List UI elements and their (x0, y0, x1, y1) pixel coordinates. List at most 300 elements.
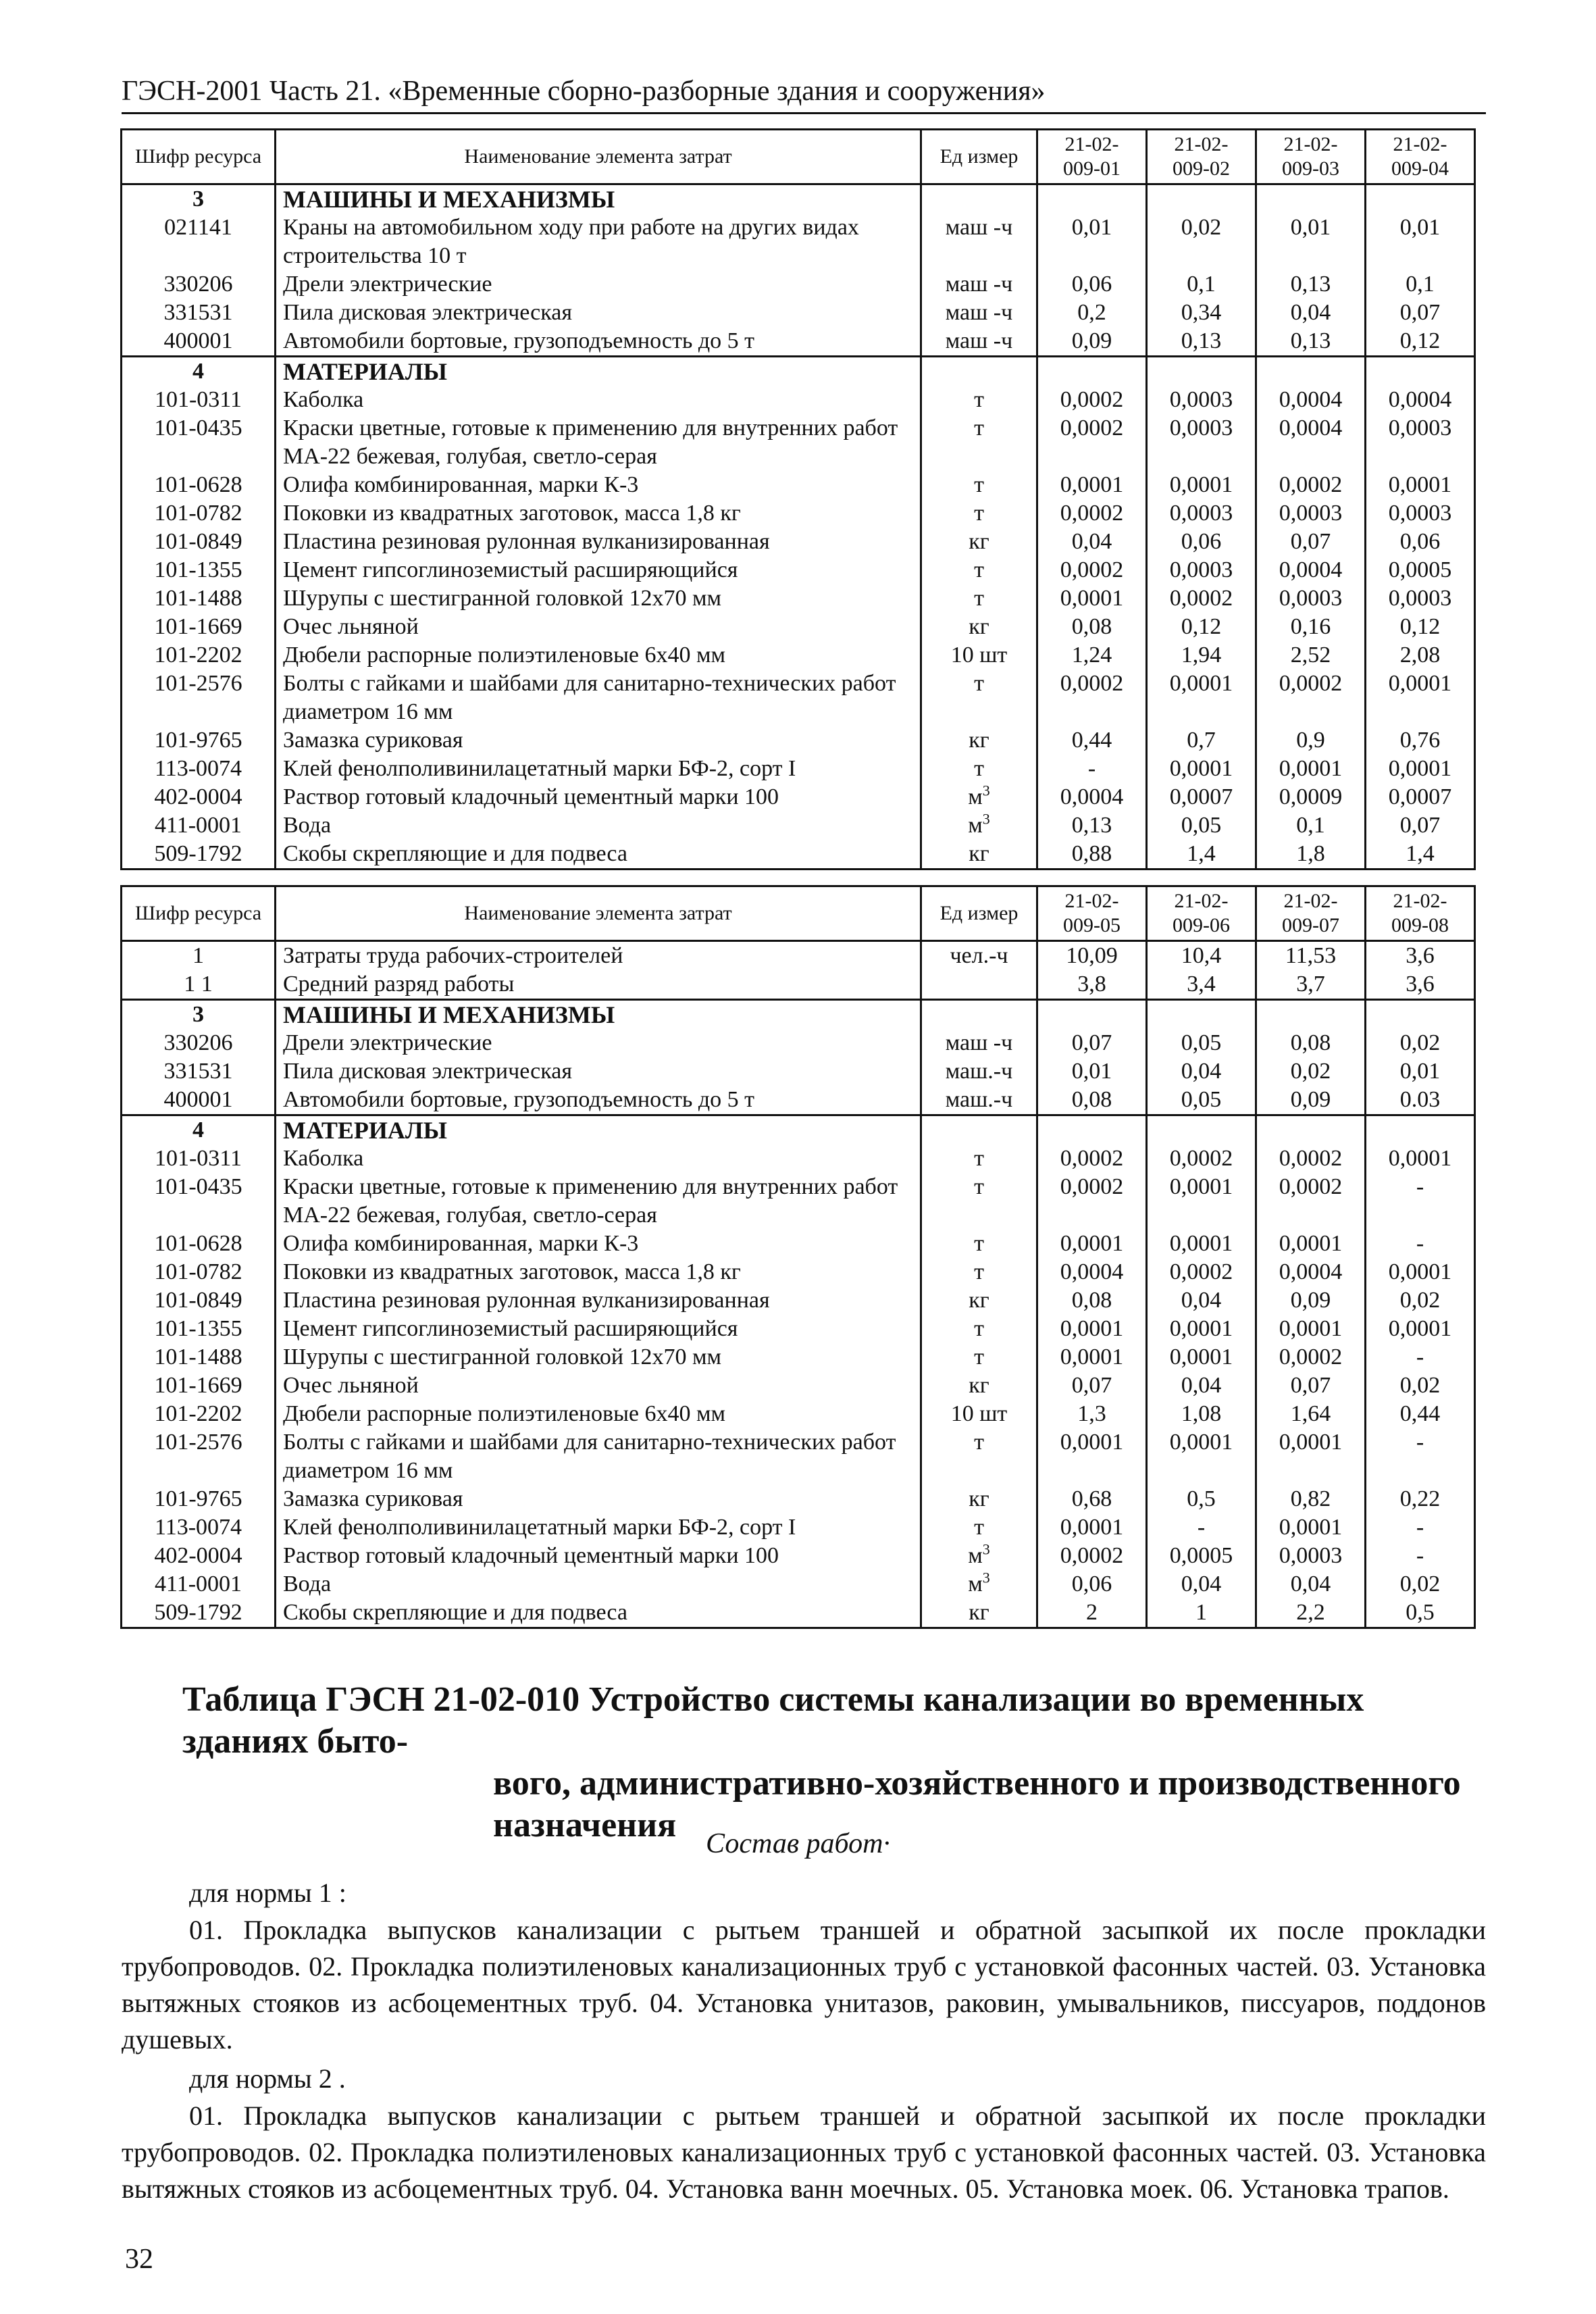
resource-code: 101-1355 (122, 556, 276, 584)
resource-unit (921, 184, 1037, 214)
resource-unit (921, 1599, 1037, 1628)
value-col-3: 0,13 (1256, 270, 1366, 299)
value-col-2: 0,0001 (1147, 1428, 1256, 1485)
value-col-1 (1037, 1000, 1147, 1030)
table-row (122, 1599, 1475, 1628)
resource-code: 3 (122, 1000, 276, 1030)
value-col-3: 0,02 (1256, 1057, 1366, 1086)
resource-code: 101-2202 (122, 1400, 276, 1428)
resource-code: 4 (122, 357, 276, 386)
resource-code: 101-2202 (122, 641, 276, 670)
resource-unit (921, 726, 1037, 755)
value-col-2: 0,04 (1147, 1570, 1256, 1599)
unit-text: т (974, 387, 984, 412)
value-col-1: 0,06 (1037, 270, 1147, 299)
resource-name: Клей фенолполивинилацетатный марки БФ-2, сорт I (276, 755, 921, 783)
value-col-3: 11,53 (1256, 941, 1366, 971)
value-col-2: 0,02 (1147, 213, 1256, 270)
value-col-3: 0,04 (1256, 1570, 1366, 1599)
value-col-3: 0,0002 (1256, 1173, 1366, 1230)
value-col-3: 0,09 (1256, 1086, 1366, 1115)
table-row (122, 499, 1475, 528)
value-col-2: 1 (1147, 1599, 1256, 1628)
resource-code: 400001 (122, 327, 276, 357)
resource-unit (921, 1400, 1037, 1428)
norm-2-text: 01. Прокладка выпусков канализации с рытьем траншей и обратной засыпкой их после прокладки трубопроводов. 02. Прокладка полиэтиленовых канализационных труб с установкой фасонных частей. 03. Установка вытяжных стояков из асбоцементных труб. 04. Установка ванн моечных. 05. Установка моек. 06. Установка трапов. (122, 2101, 1486, 2204)
resource-unit (921, 811, 1037, 840)
value-col-3: 0,0004 (1256, 386, 1366, 414)
resource-unit (921, 840, 1037, 870)
unit-text: м (968, 813, 983, 838)
resource-code: 101-1355 (122, 1315, 276, 1343)
value-col-4: - (1366, 1173, 1475, 1230)
table-title-line-2: вого, административно-хозяйственного и производственного (493, 1764, 1461, 1803)
unit-text: т (974, 1344, 984, 1369)
resource-unit (921, 613, 1037, 641)
value-col-1: 0,0002 (1037, 386, 1147, 414)
table-row (122, 270, 1475, 299)
resource-name: Краски цветные, готовые к применению для внутренних работ МА-22 бежевая, голубая, светло-серая (276, 414, 921, 471)
resource-code: 101-1669 (122, 613, 276, 641)
resource-unit (921, 1485, 1037, 1513)
header-code: Шифр ресурса (122, 886, 276, 941)
value-col-2: 0,7 (1147, 726, 1256, 755)
value-col-2 (1147, 184, 1256, 214)
value-col-3: 0,0001 (1256, 755, 1366, 783)
resource-unit (921, 1145, 1037, 1173)
value-col-3: 0,0003 (1256, 1542, 1366, 1570)
value-col-1: 0,0002 (1037, 556, 1147, 584)
table-row (122, 1173, 1475, 1230)
value-col-2: 0,0001 (1147, 755, 1256, 783)
value-col-4: 0,5 (1366, 1599, 1475, 1628)
resource-table-2 (120, 885, 1476, 1629)
value-col-4: 0,12 (1366, 613, 1475, 641)
table-row (122, 811, 1475, 840)
value-col-1: 0,08 (1037, 1286, 1147, 1315)
value-col-1: 0,13 (1037, 811, 1147, 840)
table-row (122, 471, 1475, 499)
value-col-4: 0,0003 (1366, 499, 1475, 528)
unit-text: чел.-ч (950, 943, 1008, 968)
value-col-1: 0,0002 (1037, 670, 1147, 726)
value-col-2: 0,0003 (1147, 499, 1256, 528)
unit-text: маш -ч (945, 1030, 1013, 1055)
unit-text: т (974, 1259, 984, 1284)
value-col-3: 0,09 (1256, 1286, 1366, 1315)
value-col-2: 0,0007 (1147, 783, 1256, 811)
resource-name: Болты с гайками и шайбами для санитарно-технических работ диаметром 16 мм (276, 1428, 921, 1485)
table-row (122, 386, 1475, 414)
value-col-3: 0,08 (1256, 1029, 1366, 1057)
resource-code: 402-0004 (122, 783, 276, 811)
value-col-3: 0,16 (1256, 613, 1366, 641)
resource-unit (921, 1258, 1037, 1286)
unit-text: т (974, 501, 984, 526)
resource-name: Вода (276, 1570, 921, 1599)
table-row (122, 1286, 1475, 1315)
resource-name: Краны на автомобильном ходу при работе на других видах строительства 10 т (276, 213, 921, 270)
resource-unit (921, 1115, 1037, 1145)
value-col-2: 0,05 (1147, 1029, 1256, 1057)
unit-text: т (974, 557, 984, 582)
table-header-row (122, 130, 1475, 184)
table-row (122, 1057, 1475, 1086)
norm-1-text: 01. Прокладка выпусков канализации с рытьем траншей и обратной засыпкой их после прокладки трубопроводов. 02. Прокладка полиэтиленовых канализационных труб с установкой фасонных частей. 03. Установка вытяжных стояков из асбоцементных труб. 04. Установка унитазов, раковин, умывальников, писсуаров, поддонов душевых. (122, 1915, 1486, 2055)
value-col-4: 0,0001 (1366, 670, 1475, 726)
resource-unit (921, 584, 1037, 613)
table-row (122, 1086, 1475, 1115)
table-row (122, 1372, 1475, 1400)
table-row (122, 1343, 1475, 1372)
table-row (122, 1570, 1475, 1599)
value-col-3 (1256, 357, 1366, 386)
resource-name: Вода (276, 811, 921, 840)
value-col-1: 0,0001 (1037, 1428, 1147, 1485)
resource-unit (921, 641, 1037, 670)
value-col-1: 0,0001 (1037, 1343, 1147, 1372)
value-col-2: 0,06 (1147, 528, 1256, 556)
table-row (122, 1145, 1475, 1173)
value-col-4: 0,0001 (1366, 755, 1475, 783)
value-col-3: 0,0001 (1256, 1230, 1366, 1258)
resource-name: Замазка суриковая (276, 1485, 921, 1513)
value-col-1: 0,0002 (1037, 1145, 1147, 1173)
resource-code: 101-0435 (122, 414, 276, 471)
value-col-2: 1,4 (1147, 840, 1256, 870)
resource-name: Цемент гипсоглиноземистый расширяющийся (276, 1315, 921, 1343)
value-col-3: 0,0004 (1256, 556, 1366, 584)
value-col-2: 10,4 (1147, 941, 1256, 971)
value-col-2: 0,04 (1147, 1372, 1256, 1400)
table-row (122, 613, 1475, 641)
value-col-1: 0,07 (1037, 1372, 1147, 1400)
resource-code: 101-0628 (122, 1230, 276, 1258)
value-col-2: 0,04 (1147, 1057, 1256, 1086)
norm-1-label: для нормы 1 : (189, 1878, 346, 1908)
resource-name: Пластина резиновая рулонная вулканизированная (276, 1286, 921, 1315)
value-col-4: - (1366, 1230, 1475, 1258)
unit-text: т (974, 756, 984, 781)
resource-table-1 (120, 128, 1476, 870)
resource-unit (921, 755, 1037, 783)
resource-code: 411-0001 (122, 1570, 276, 1599)
value-col-3: 0,1 (1256, 811, 1366, 840)
value-col-4: 0,02 (1366, 1029, 1475, 1057)
section-row (122, 1115, 1475, 1145)
value-col-1: 0,68 (1037, 1485, 1147, 1513)
resource-code: 331531 (122, 1057, 276, 1086)
resource-code: 101-0849 (122, 1286, 276, 1315)
resource-code: 101-9765 (122, 726, 276, 755)
header-unit: Ед измер (921, 886, 1037, 941)
resource-code: 101-0311 (122, 1145, 276, 1173)
header-col-7: 21-02- 009-07 (1256, 886, 1366, 941)
resource-unit (921, 499, 1037, 528)
composition-title: Состав работ· (706, 1828, 890, 1859)
value-col-1: 0,0001 (1037, 584, 1147, 613)
value-col-3: 0,01 (1256, 213, 1366, 270)
value-col-2: 0,1 (1147, 270, 1256, 299)
value-col-2: 0,0001 (1147, 1173, 1256, 1230)
unit-text: маш -ч (945, 272, 1013, 297)
table-row (122, 1485, 1475, 1513)
value-col-3 (1256, 1115, 1366, 1145)
value-col-1: 0,06 (1037, 1570, 1147, 1599)
header-code: Шифр ресурса (122, 130, 276, 184)
table-row (122, 970, 1475, 1000)
resource-code: 101-0849 (122, 528, 276, 556)
value-col-4: 0,01 (1366, 1057, 1475, 1086)
value-col-1: 0,0002 (1037, 414, 1147, 471)
unit-text: маш -ч (945, 328, 1013, 353)
value-col-1: 2 (1037, 1599, 1147, 1628)
table-row (122, 941, 1475, 971)
value-col-4: 0,02 (1366, 1570, 1475, 1599)
table-title-line-3: назначения (493, 1806, 677, 1844)
resource-name: Дюбели распорные полиэтиленовые 6х40 мм (276, 641, 921, 670)
unit-text: 10 шт (950, 1401, 1008, 1426)
value-col-3: 0,9 (1256, 726, 1366, 755)
resource-unit (921, 327, 1037, 357)
header-unit: Ед измер (921, 130, 1037, 184)
value-col-2: 0,0001 (1147, 1230, 1256, 1258)
resource-name: Шурупы с шестигранной головкой 12х70 мм (276, 1343, 921, 1372)
resource-name: Болты с гайками и шайбами для санитарно-технических работ диаметром 16 мм (276, 670, 921, 726)
value-col-1: 0,2 (1037, 299, 1147, 327)
resource-name: МАТЕРИАЛЫ (276, 1115, 921, 1145)
value-col-3: 1,8 (1256, 840, 1366, 870)
value-col-2: 0,0002 (1147, 1145, 1256, 1173)
resource-unit (921, 1086, 1037, 1115)
value-col-3: 2,52 (1256, 641, 1366, 670)
value-col-4: 0,76 (1366, 726, 1475, 755)
section-row (122, 1000, 1475, 1030)
table-row (122, 1428, 1475, 1485)
resource-name: МАТЕРИАЛЫ (276, 357, 921, 386)
unit-text: т (974, 1515, 984, 1540)
value-col-3: 0,0004 (1256, 414, 1366, 471)
resource-code: 1 1 (122, 970, 276, 1000)
resource-unit (921, 1372, 1037, 1400)
value-col-2: 1,94 (1147, 641, 1256, 670)
value-col-2 (1147, 1000, 1256, 1030)
value-col-4: 0,0001 (1366, 471, 1475, 499)
unit-text: т (974, 586, 984, 611)
value-col-1: 0,01 (1037, 213, 1147, 270)
value-col-2: 0,13 (1147, 327, 1256, 357)
table-row (122, 726, 1475, 755)
header-name: Наименование элемента затрат (276, 130, 921, 184)
resource-unit (921, 471, 1037, 499)
value-col-2: 3,4 (1147, 970, 1256, 1000)
resource-unit (921, 270, 1037, 299)
resource-unit (921, 1542, 1037, 1570)
unit-text: т (974, 1231, 984, 1256)
resource-unit (921, 357, 1037, 386)
value-col-2 (1147, 1115, 1256, 1145)
value-col-1 (1037, 1115, 1147, 1145)
value-col-4: 0,1 (1366, 270, 1475, 299)
resource-name: Каболка (276, 1145, 921, 1173)
value-col-2 (1147, 357, 1256, 386)
value-col-2: 0,12 (1147, 613, 1256, 641)
resource-name: Олифа комбинированная, марки К-3 (276, 471, 921, 499)
resource-code: 509-1792 (122, 1599, 276, 1628)
resource-unit (921, 1286, 1037, 1315)
header-col-1: 21-02- 009-01 (1037, 130, 1147, 184)
resource-unit (921, 941, 1037, 971)
resource-unit (921, 1000, 1037, 1030)
table-row (122, 1542, 1475, 1570)
value-col-4: 3,6 (1366, 970, 1475, 1000)
resource-name: Дрели электрические (276, 1029, 921, 1057)
resource-unit (921, 1428, 1037, 1485)
table-row (122, 1230, 1475, 1258)
value-col-4 (1366, 357, 1475, 386)
value-col-2: 0,0003 (1147, 556, 1256, 584)
table-row (122, 755, 1475, 783)
table-row (122, 1400, 1475, 1428)
resource-name: Краски цветные, готовые к применению для внутренних работ МА-22 бежевая, голубая, светло-серая (276, 1173, 921, 1230)
unit-text: т (974, 671, 984, 696)
value-col-2: 0,5 (1147, 1485, 1256, 1513)
header-col-4: 21-02- 009-04 (1366, 130, 1475, 184)
header-col-6: 21-02- 009-06 (1147, 886, 1256, 941)
value-col-4: 0.03 (1366, 1086, 1475, 1115)
resource-name: Замазка суриковая (276, 726, 921, 755)
value-col-1: 0,0004 (1037, 783, 1147, 811)
unit-text: маш.-ч (945, 1059, 1013, 1084)
value-col-1: 0,0001 (1037, 1315, 1147, 1343)
value-col-4: 0,0004 (1366, 386, 1475, 414)
resource-unit (921, 1570, 1037, 1599)
table-row (122, 556, 1475, 584)
unit-text: т (974, 472, 984, 497)
resource-code: 101-0628 (122, 471, 276, 499)
section-row (122, 184, 1475, 214)
value-col-1: 0,44 (1037, 726, 1147, 755)
value-col-3: 0,0009 (1256, 783, 1366, 811)
value-col-3: 0,0002 (1256, 670, 1366, 726)
value-col-3: 0,0003 (1256, 584, 1366, 613)
resource-name: Автомобили бортовые, грузоподъемность до 5 т (276, 1086, 921, 1115)
resource-code: 113-0074 (122, 755, 276, 783)
value-col-4: 0,07 (1366, 299, 1475, 327)
resource-unit (921, 1315, 1037, 1343)
table-row (122, 327, 1475, 357)
header-col-2: 21-02- 009-02 (1147, 130, 1256, 184)
resource-name: МАШИНЫ И МЕХАНИЗМЫ (276, 1000, 921, 1030)
value-col-4: 1,4 (1366, 840, 1475, 870)
table-row (122, 213, 1475, 270)
table-row (122, 1029, 1475, 1057)
resource-unit (921, 1343, 1037, 1372)
value-col-4: 0,0001 (1366, 1145, 1475, 1173)
value-col-4: 0,44 (1366, 1400, 1475, 1428)
unit-text: т (974, 416, 984, 441)
table-row (122, 840, 1475, 870)
value-col-1: 0,08 (1037, 613, 1147, 641)
resource-unit (921, 414, 1037, 471)
resource-unit (921, 556, 1037, 584)
value-col-2: 0,0001 (1147, 471, 1256, 499)
value-col-2: 0,0001 (1147, 1315, 1256, 1343)
value-col-2: 0,0001 (1147, 670, 1256, 726)
value-col-1: 0,0001 (1037, 1513, 1147, 1542)
unit-text: 10 шт (950, 643, 1008, 668)
resource-name: Олифа комбинированная, марки К-3 (276, 1230, 921, 1258)
resource-code: 101-1669 (122, 1372, 276, 1400)
value-col-1: 0,0001 (1037, 471, 1147, 499)
resource-code: 330206 (122, 1029, 276, 1057)
unit-text: т (974, 1146, 984, 1171)
header-col-5: 21-02- 009-05 (1037, 886, 1147, 941)
table-row (122, 1315, 1475, 1343)
value-col-1: 0,0002 (1037, 1542, 1147, 1570)
table-header-row (122, 886, 1475, 941)
value-col-1: 0,07 (1037, 1029, 1147, 1057)
value-col-3: 3,7 (1256, 970, 1366, 1000)
value-col-4: 3,6 (1366, 941, 1475, 971)
value-col-1: 0,09 (1037, 327, 1147, 357)
resource-code: 330206 (122, 270, 276, 299)
value-col-4: 0,07 (1366, 811, 1475, 840)
table-row (122, 299, 1475, 327)
value-col-4: 0,0003 (1366, 414, 1475, 471)
resource-name: Раствор готовый кладочный цементный марки 100 (276, 1542, 921, 1570)
value-col-1: 0,0002 (1037, 499, 1147, 528)
value-col-1: 0,04 (1037, 528, 1147, 556)
unit-text: кг (969, 529, 989, 554)
value-col-2: 0,0002 (1147, 1258, 1256, 1286)
value-col-3: 0,0002 (1256, 1145, 1366, 1173)
unit-text: м (968, 1571, 983, 1596)
value-col-3: 1,64 (1256, 1400, 1366, 1428)
table-row (122, 1513, 1475, 1542)
resource-code: 4 (122, 1115, 276, 1145)
value-col-4: - (1366, 1428, 1475, 1485)
value-col-3: 0,07 (1256, 1372, 1366, 1400)
unit-text: м (968, 784, 983, 809)
value-col-4: 0,06 (1366, 528, 1475, 556)
resource-unit (921, 386, 1037, 414)
value-col-3: 0,0003 (1256, 499, 1366, 528)
value-col-4 (1366, 1115, 1475, 1145)
value-col-3 (1256, 1000, 1366, 1030)
unit-text: т (974, 1174, 984, 1199)
value-col-4 (1366, 184, 1475, 214)
value-col-4: 0,0001 (1366, 1258, 1475, 1286)
value-col-1: 0,0002 (1037, 1173, 1147, 1230)
table-row (122, 670, 1475, 726)
table-row (122, 641, 1475, 670)
value-col-2: - (1147, 1513, 1256, 1542)
unit-superscript: 3 (982, 1540, 990, 1558)
resource-unit (921, 213, 1037, 270)
table-row (122, 414, 1475, 471)
value-col-3: 0,04 (1256, 299, 1366, 327)
header-col-8: 21-02- 009-08 (1366, 886, 1475, 941)
resource-name: Очес льняной (276, 613, 921, 641)
resource-unit (921, 970, 1037, 1000)
resource-name: Затраты труда рабочих-строителей (276, 941, 921, 971)
value-col-4: 0,22 (1366, 1485, 1475, 1513)
value-col-4: - (1366, 1542, 1475, 1570)
value-col-3: 0,0002 (1256, 1343, 1366, 1372)
unit-superscript: 3 (982, 810, 990, 828)
resource-code: 101-0311 (122, 386, 276, 414)
